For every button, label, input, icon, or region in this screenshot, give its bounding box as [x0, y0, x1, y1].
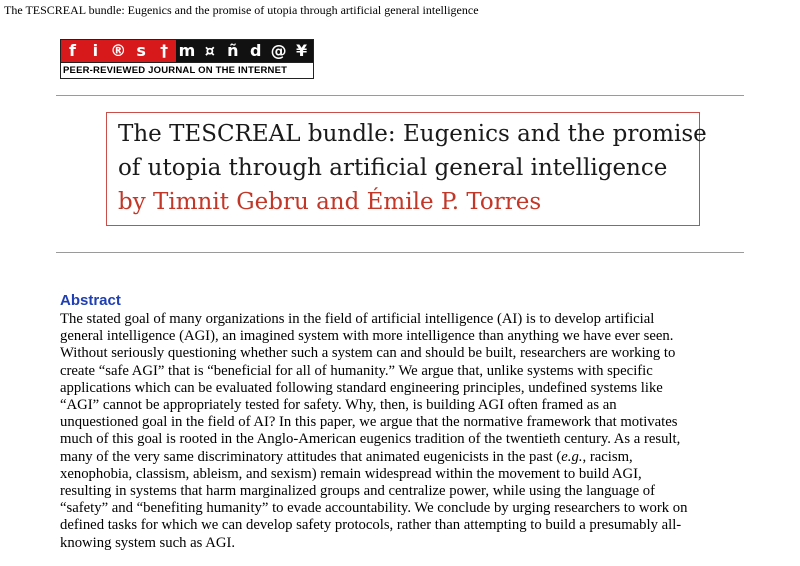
article-title-box	[106, 112, 707, 226]
abstract-heading: Abstract	[60, 292, 121, 309]
article-title-line-1: The TESCREAL bundle: Eugenics and the promise	[118, 121, 707, 147]
abstract-line: The stated goal of many organizations in the field of artificial intelligence (AI) is to develop artificial	[60, 311, 655, 327]
abstract-line: “safety” and “benefiting humanity” to evade accountability. We conclude by urging researchers to work on	[60, 500, 688, 517]
abstract-line: applications which can be evaluated following standard engineering principles, undefined systems like	[60, 379, 663, 396]
abstract-line: xenophobia, classism, ableism, and sexism) remain widespread within the movement to build AGI,	[60, 465, 642, 482]
logo-glyph: ®	[107, 40, 130, 62]
abstract-italic-eg: e.g.	[561, 448, 583, 465]
divider-bottom	[56, 252, 744, 253]
abstract-line: Without seriously questioning whether such a system can and should be built, researchers are working to	[60, 345, 676, 362]
logo-glyph: f	[61, 40, 84, 62]
abstract-line: “AGI” cannot be appropriately tested for safety. Why, then, is building AGI often framed as an	[60, 397, 617, 414]
abstract-body	[60, 311, 750, 552]
logo-glyph: †	[153, 40, 176, 62]
logo-glyph-row	[61, 40, 313, 62]
divider-top	[56, 95, 744, 96]
logo-tagline: PEER-REVIEWED JOURNAL ON THE INTERNET	[61, 62, 313, 79]
logo-glyph: s	[130, 40, 153, 62]
abstract-line-part: many of the very same discriminatory attitudes that animated eugenicists in the past (	[60, 448, 562, 465]
abstract-line: general intelligence (AGI), an imagined system with more intelligence than anything we have ever seen.	[60, 328, 674, 345]
logo-glyph: m	[176, 40, 199, 62]
logo-glyph: i	[84, 40, 107, 62]
article-authors: by Timnit Gebru and Émile P. Torres	[118, 189, 542, 215]
abstract-line: knowing system such as AGI.	[60, 534, 236, 551]
logo-glyph: d	[244, 40, 267, 62]
logo-glyph: ¤	[198, 40, 221, 62]
logo-glyph: ñ	[221, 40, 244, 62]
logo-glyph: ¥	[290, 40, 313, 62]
logo-glyph: @	[267, 40, 290, 62]
journal-logo[interactable]	[60, 39, 314, 79]
abstract-line-with-italic	[60, 449, 750, 466]
abstract-line: much of this goal is rooted in the Anglo-American eugenics tradition of the twentieth century. As a result,	[60, 431, 681, 448]
abstract-line: unquestioned goal in the field of AI? In this paper, we argue that the normative framework that motivates	[60, 414, 678, 431]
page-header-title: The TESCREAL bundle: Eugenics and the promise of utopia through artificial general intelligence	[4, 3, 479, 17]
abstract-line: resulting in systems that harm marginalized groups and centralize power, while using the language of	[60, 483, 656, 500]
abstract-line: create “safe AGI” that is “beneficial for all of humanity.” We argue that, unlike systems with specific	[60, 362, 653, 379]
abstract-line: defined tasks for which we can develop safety protocols, rather than attempting to build a presumably all-	[60, 517, 682, 534]
article-title-line-2: of utopia through artificial general intelligence	[118, 155, 668, 181]
abstract-line-part: , racism,	[582, 448, 633, 465]
